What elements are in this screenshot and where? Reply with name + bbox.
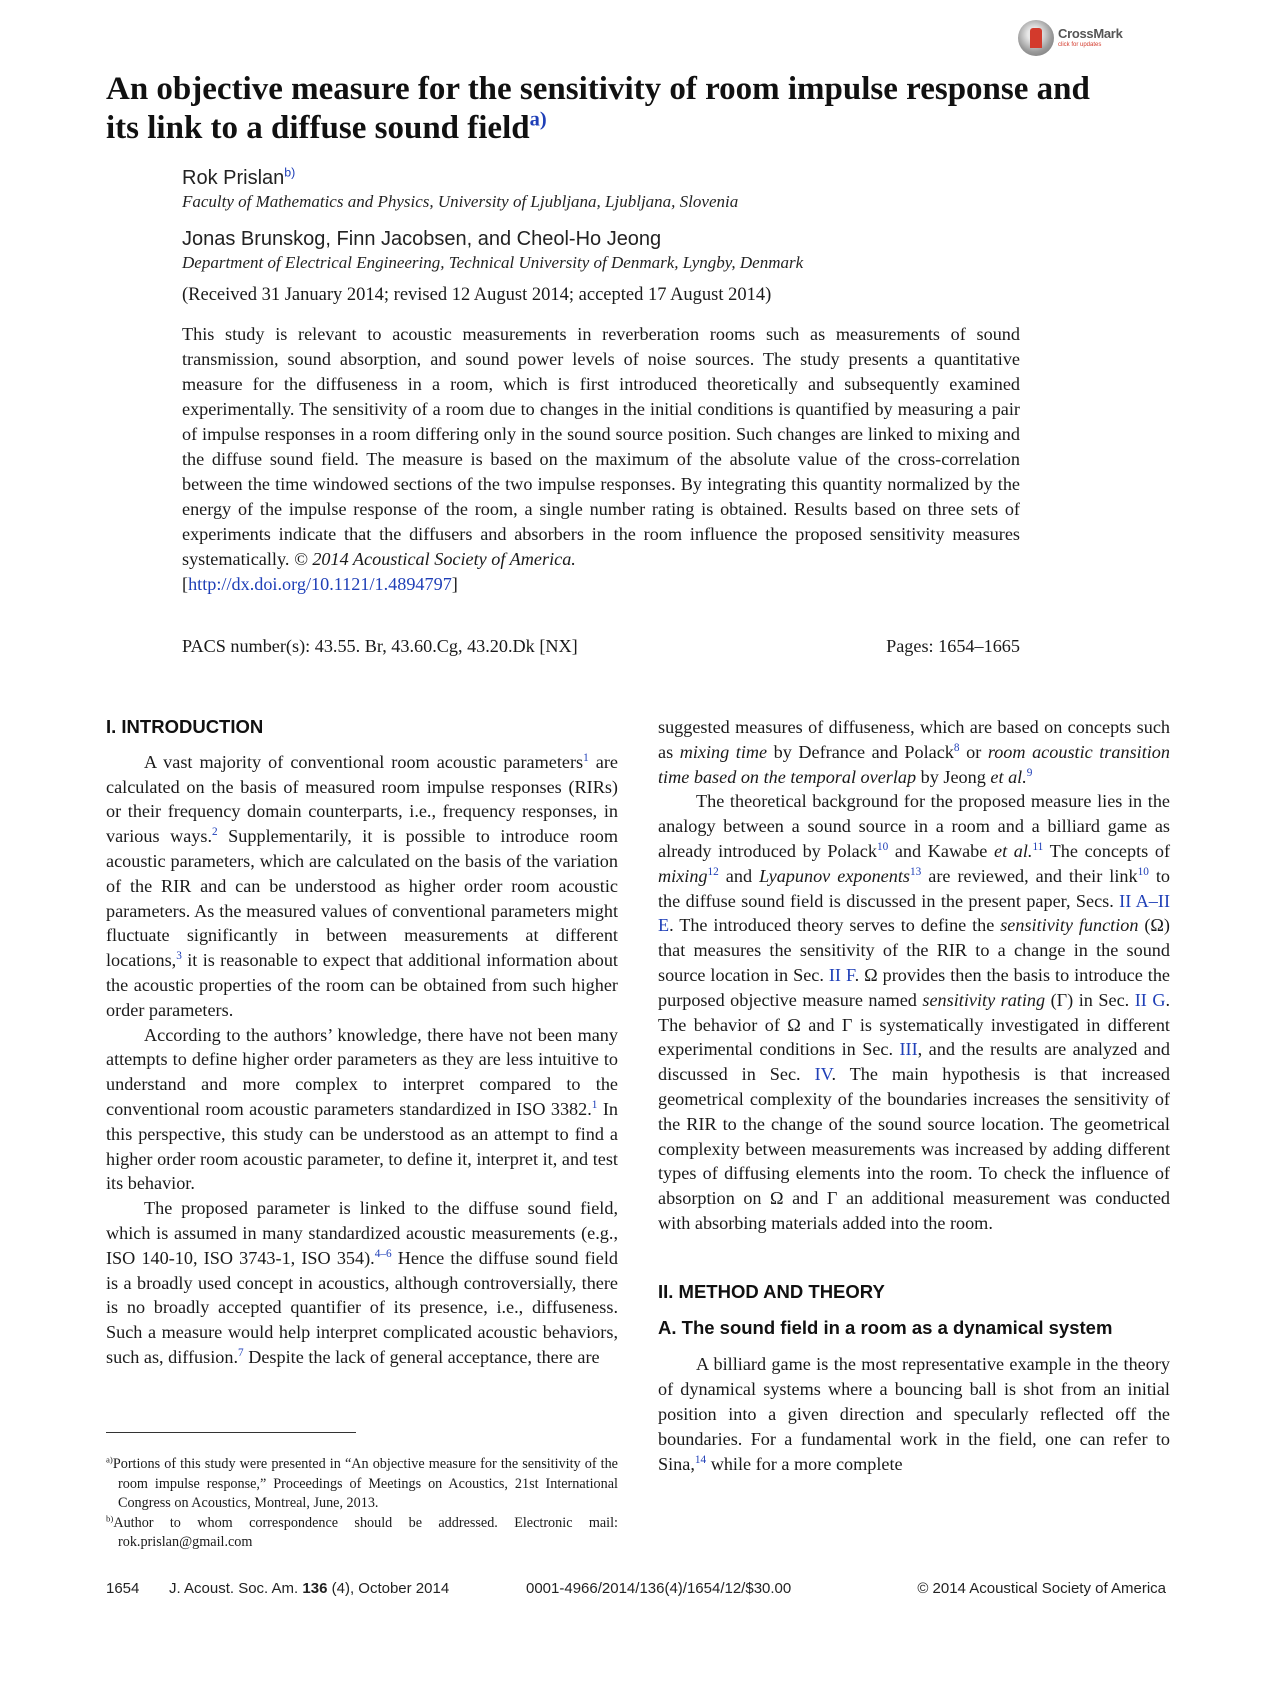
footnotes: [106, 1455, 618, 1553]
title-footnote-marker[interactable]: a): [529, 108, 547, 131]
page-range: Pages: 1654–1665: [886, 636, 1020, 656]
right-paragraph-3: A billiard game is the most representative example in the theory of dynamical systems where a bouncing ball is shot from an initial position into a given direction and specularly reflected off the boundaries. For a fundamental work in the field, one can refer to Sina,$^{14}$ while for a more complete: [658, 1354, 1170, 1474]
doi-link[interactable]: http://dx.doi.org/10.1121/1.4894797: [188, 574, 452, 594]
citation-link[interactable]: 3: [176, 950, 182, 963]
crossmark-logo[interactable]: [1018, 20, 1128, 60]
affiliation-1: Faculty of Mathematics and Physics, University of Ljubljana, Ljubljana, Slovenia: [182, 192, 739, 211]
citation-link[interactable]: 14: [694, 1453, 707, 1466]
citation-link[interactable]: 1: [583, 752, 589, 765]
citation-link[interactable]: 10: [876, 841, 889, 854]
right-column: [658, 715, 1170, 1476]
pacs-numbers: PACS number(s): 43.55. Br, 43.60.Cg, 43.20.Dk [NX]: [182, 636, 578, 656]
footnote-b: $^{b)}$Author to whom correspondence should be addressed. Electronic mail: rok.prislan@gmail.com: [106, 1513, 618, 1550]
right-paragraph-2: The theoretical background for the proposed measure lies in the analogy between a sound source in a room and a billiard game as already introduced by Polack$^{10}$ and Kawabe et al.$^{11}$ The concepts of mixing$^{12}$ and Lyapunov exponents$^{13}$ are reviewed, and their link$^{10}$ to the diffuse sound field is discussed in the present paper, Secs. II A–II E. The introduced theory serves to define the sensitivity function (Ω) that measures the sensitivity of the RIR to a change in the sound source location in Sec. II F. Ω provides then the basis to introduce the purposed objective measure named sensitivity rating (Γ) in Sec. II G. The behavior of Ω and Γ is systematically investigated in different experimental conditions in Sec. III, and the results are analyzed and discussed in Sec. IV. The main hypothesis is that increased geometrical complexity of the boundaries increases the sensitivity of the RIR to the change of the sound source location. The geometrical complexity between measurements was increased by adding different types of diffusing elements into the room. To check the influence of absorption on Ω and Γ an additional measurement was conducted with absorbing materials added into the room.: [658, 791, 1171, 1233]
citation-link[interactable]: 2: [212, 826, 218, 839]
citation-link[interactable]: 10: [1137, 866, 1149, 879]
author-line-1: Rok Prislan$^{b)}$: [182, 165, 296, 189]
author-line-2: Jonas Brunskog, Finn Jacobsen, and Cheol-Ho Jeong: [182, 228, 662, 250]
received-dates: (Received 31 January 2014; revised 12 August 2014; accepted 17 August 2014): [182, 285, 772, 305]
footnote-a: $^{a)}$Portions of this study were presented in “An objective measure for the sensitivity of the room impulse response,” Proceedings of Meetings on Acoustics, 21st International Congress on Acoustics, Montreal, June, 2013.: [106, 1454, 618, 1511]
abstract-copyright: © 2014 Acoustical Society of America.: [293, 549, 576, 569]
right-paragraph-1: suggested measures of diffuseness, which are based on concepts such as mixing time by Defrance and Polack$^8$ or room acoustic transition time based on the temporal overlap by Jeong et al.$^9$: [658, 717, 1170, 787]
section-link[interactable]: IV: [814, 1064, 832, 1085]
intro-paragraph-3: The proposed parameter is linked to the diffuse sound field, which is assumed in many standardized acoustic measurements (e.g., ISO 140-10, ISO 3743-1, ISO 354).$^{4-6}$ Hence the diffuse sound field is a broadly used concept in acoustics, although controversially, there is no broadly accepted quantifier of its presence, i.e., diffuseness. Such a measure would help interpret complicated acoustic behaviors, such as, diffusion.$^7$ Despite the lack of general acceptance, there are: [106, 1198, 619, 1367]
affiliation-2: Department of Electrical Engineering, Technical University of Denmark, Lyngby, Denmark: [182, 253, 804, 272]
citation-link[interactable]: 7: [238, 1347, 244, 1360]
citation-link[interactable]: 13: [909, 866, 922, 879]
footer-journal: J. Acoust. Soc. Am. 136 (4), October 2014: [169, 1580, 450, 1597]
crossmark-icon: [1018, 20, 1054, 56]
left-column: [106, 715, 618, 1370]
section-link[interactable]: III: [899, 1039, 918, 1060]
section-heading-method: II. METHOD AND THEORY: [658, 1280, 885, 1302]
intro-paragraph-2: According to the authors’ knowledge, there have not been many attempts to define higher order parameters as they are less intuitive to understand and more complex to interpret compared to the conventional room acoustic parameters standardized in ISO 3382.$^1$ In this perspective, this study can be understood as an attempt to find a higher order room acoustic parameter, to define it, interpret it, and test its behavior.: [106, 1024, 618, 1194]
crossmark-word: CrossMark: [1058, 26, 1123, 41]
page-footer: [106, 1580, 1166, 1602]
citation-link[interactable]: 8: [953, 742, 960, 755]
citation-link[interactable]: 11: [1032, 841, 1044, 854]
abstract: This study is relevant to acoustic measurements in reverberation rooms such as measurements of sound transmission, sound absorption, and sound power levels of noise sources. The study presents a quantitative measure for the diffuseness in a room, which is first introduced theoretically and subsequently examined experimentally. The sensitivity of a room due to changes in the initial conditions is quantified by measuring a pair of impulse responses in a room differing only in the sound source position. Such changes are linked to mixing and the diffuse sound field. The measure is based on the maximum of the absolute value of the cross-correlation between the time windowed sections of the two impulse responses. By integrating this quantity normalized by the energy of the impulse response of the room, a single number rating is obtained. Results based on three sets of experiments indicate that the diffusers and absorbers in the room influence the proposed sensitivity measures systematically. © 2014 Acoustical Society of America. [http://dx.doi.org/10.1121/1.4894797]: [182, 324, 1020, 594]
crossmark-sub: click for updates: [1058, 42, 1102, 48]
citation-link[interactable]: 9: [1026, 766, 1033, 779]
footer-code: 0001-4966/2014/136(4)/1654/12/$30.00: [526, 1580, 792, 1597]
citation-link[interactable]: 1: [591, 1099, 598, 1112]
section-link[interactable]: II A–II E: [658, 890, 1171, 936]
paper-title: An objective measure for the sensitivity of room impulse response and its link to a diffuse sound field$^{a)}$: [106, 71, 1090, 146]
footnote-rule: [106, 1432, 356, 1433]
citation-link[interactable]: 12: [707, 866, 719, 879]
section-link[interactable]: II G: [1134, 989, 1166, 1010]
author-footnote-marker[interactable]: b): [284, 165, 296, 180]
section-heading-introduction: I. INTRODUCTION: [106, 716, 264, 737]
footer-copyright: © 2014 Acoustical Society of America: [917, 1580, 1166, 1597]
citation-link[interactable]: 4–6: [374, 1247, 392, 1260]
footer-page-number: 1654: [106, 1580, 140, 1597]
subsection-heading-a: A. The sound field in a room as a dynamical system: [658, 1316, 1113, 1338]
intro-paragraph-1: A vast majority of conventional room acoustic parameters$^1$ are calculated on the basis of measured room impulse responses (RIRs) or their frequency domain counterparts, i.e., frequency responses, in various ways.$^2$ Supplementarily, it is possible to introduce room acoustic parameters, which are calculated on the basis of the variation of the RIR and can be understood as higher order room acoustic parameters. As the measured values of conventional parameters might fluctuate significantly in between measurements at different locations,$^3$ it is reasonable to expect that additional information about the acoustic properties of the room can be obtained from such higher order parameters.: [106, 751, 619, 1020]
section-link[interactable]: II F: [828, 964, 855, 985]
